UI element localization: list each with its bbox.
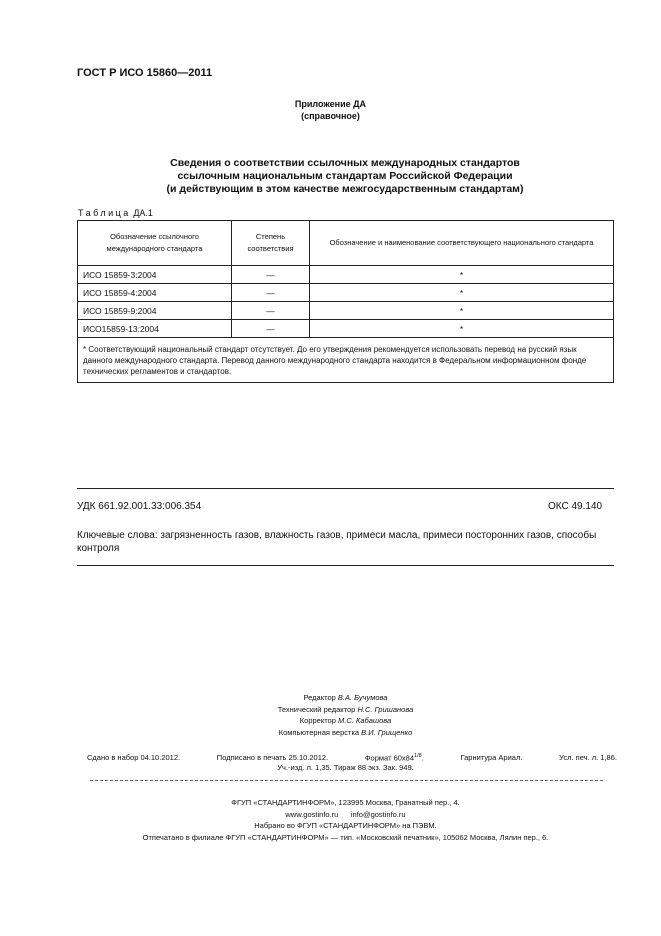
credit-name: В.А. Бучумова <box>337 693 388 702</box>
print-sheets: Усл. печ. л. 1,86. <box>559 753 617 762</box>
paper-format: Формат $60х84^{1/8}$. <box>364 753 424 763</box>
publication-info-row <box>87 753 617 763</box>
keywords: Ключевые слова: загрязненность газов, влажность газов, примеси масла, примеси посторонних газов, способы контроля <box>77 530 597 554</box>
divider-bottom <box>77 565 614 566</box>
cell-degree: — <box>232 320 310 338</box>
typeset-info: Набрано во ФГУП «СТАНДАРТИНФОРМ» на ПЭВМ. <box>254 821 437 830</box>
print-house-info: Отпечатано в филиале ФГУП «СТАНДАРТИНФОРМ» — тип. «Московский печатник», 105062 Москва, Лялин пер., 6. <box>142 832 549 842</box>
oks-code: ОКС 49.140 <box>548 501 603 512</box>
credit-corrector <box>0 715 661 727</box>
table-row <box>78 266 614 284</box>
credit-role: Редактор <box>303 693 336 702</box>
udc-code: УДК 661.92.001.33:006.354 <box>77 501 202 512</box>
submitted-date: Сдано в набор 04.10.2012. <box>87 753 181 762</box>
credit-tech-editor <box>0 704 661 716</box>
table-note: * Соответствующий национальный стандарт отсутствует. До его утверждения рекомендуется использовать перевод на русский язык данного международного стандарта. Перевод данного международного стандарта находится в Федеральном информационном фонде технических регламентов и стандартов. <box>78 338 614 383</box>
website-link: www.gostinfo.ru <box>285 809 339 819</box>
table-row <box>78 284 614 302</box>
document-code: ГОСТ Р ИСО 15860—2011 <box>77 67 213 79</box>
signed-date: Подписано в печать 25.10.2012. <box>216 753 329 762</box>
table-header-row <box>78 221 614 266</box>
table-label-number: ДА.1 <box>133 208 153 218</box>
header-international-standard: Обозначение ссылочного международного стандарта <box>78 221 232 266</box>
annex-type: (справочное) <box>301 111 360 121</box>
table-note-row <box>78 338 614 383</box>
cell-code: ИСО15859-13:2004 <box>78 320 232 338</box>
cell-degree: — <box>232 302 310 320</box>
credits-block <box>0 692 661 738</box>
heading-line-2: ссылочным национальным стандартам Российской Федерации <box>177 170 513 182</box>
typeface: Гарнитура Ариал. <box>460 753 523 762</box>
printer-address: ФГУП «СТАНДАРТИНФОРМ», 123995 Москва, Гранатный пер., 4. <box>231 798 460 807</box>
cell-degree: — <box>232 284 310 302</box>
annex-title: Приложение ДА <box>294 99 367 109</box>
email-link: info@gostinfo.ru <box>350 809 406 819</box>
header-national-standard: Обозначение и наименование соответствующего национального стандарта <box>310 221 614 266</box>
divider-dashed <box>90 780 603 781</box>
credit-layout <box>0 727 661 739</box>
table-row <box>78 302 614 320</box>
cell-national: * <box>310 284 614 302</box>
cell-national: * <box>310 320 614 338</box>
annex-heading <box>0 157 661 196</box>
table-label-word: Таблица <box>78 208 131 218</box>
cell-code: ИСО 15859-4:2004 <box>78 284 232 302</box>
cell-code: ИСО 15859-9:2004 <box>78 302 232 320</box>
printer-contacts <box>0 809 661 821</box>
credit-name: Н.С. Гришанова <box>357 704 414 714</box>
credit-role: Компьютерная верстка <box>278 727 360 737</box>
format-value: Формат 60х84 <box>364 753 415 763</box>
credit-name: В.И. Грищенко <box>361 727 413 737</box>
credit-name: М.С. Кабашова <box>338 716 392 725</box>
table-label <box>78 208 153 218</box>
format-fraction: 1/8 <box>414 753 422 759</box>
credit-role: Технический редактор <box>277 704 356 714</box>
cell-degree: — <box>232 266 310 284</box>
cell-code: ИСО 15859-3:2004 <box>78 266 232 284</box>
table-row <box>78 320 614 338</box>
cell-national: * <box>310 302 614 320</box>
printer-block <box>0 797 661 843</box>
credit-editor <box>0 692 661 704</box>
heading-line-1: Сведения о соответствии ссылочных международных стандартов <box>170 157 520 169</box>
heading-line-3: (и действующим в этом качестве межгосударственным стандартам) <box>166 183 524 195</box>
correspondence-table <box>77 220 614 383</box>
header-degree: Степень соответствия <box>232 221 310 266</box>
cell-national: * <box>310 266 614 284</box>
divider-top <box>77 488 614 489</box>
credit-role: Корректор <box>299 716 336 725</box>
publication-info-line2: Уч.-изд. л. 1,35. Тираж 88 экз. Зак. 949. <box>277 763 414 772</box>
